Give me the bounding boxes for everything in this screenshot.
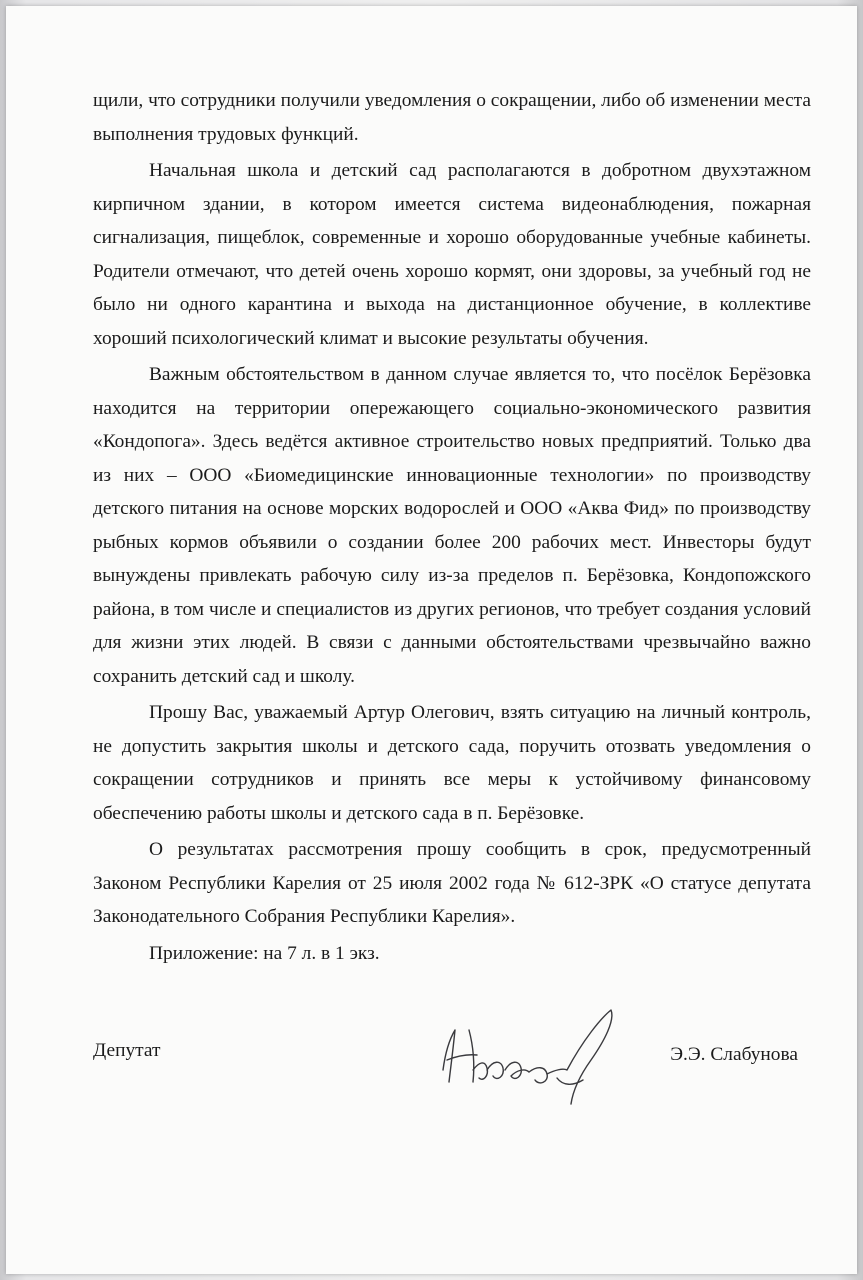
signer-position: Депутат bbox=[93, 1040, 161, 1061]
paragraph-attachment: Приложение: на 7 л. в 1 экз. bbox=[149, 942, 380, 964]
paragraph-deadline: О результатах рассмотрения прошу сообщить в срок, предусмотренный Законом Республики Карелия от 25 июля 2002 года № 612-ЗРК «О статусе депутата Законодательного Собрания Республики Карелия». bbox=[93, 839, 811, 927]
signer-name: Э.Э. Слабунова bbox=[670, 1044, 798, 1065]
paragraph-school-building: Начальная школа и детский сад располагаются в добротном двухэтажном кирпичном здании, в котором имеется система видеонаблюдения, пожарная сигнализация, пищеблок, современные и хорошо оборудованные учебные кабинеты. Родители отмечают, что детей очень хорошо кормят, они здоровы, за учебный год не было ни одного карантина и выхода на дистанционное обучение, в коллективе хороший психологический климат и высокие результаты обучения. bbox=[93, 160, 811, 349]
handwritten-signature bbox=[433, 1000, 633, 1110]
paragraph-development-zone: Важным обстоятельством в данном случае является то, что посёлок Берёзовка находится на территории опережающего социально-экономического развития «Кондопога». Здесь ведётся активное строительство новых предприятий. Только два из них – ООО «Биомедицинские инновационные технологии» по производству детского питания на основе морских водорослей и ООО «Аква Фид» по производству рыбных кормов объявили о создании более 200 рабочих мест. Инвесторы будут вынуждены привлекать рабочую силу из-за пределов п. Берёзовка, Кондопожского района, в том числе и специалистов из других регионов, что требует создания условий для жизни этих людей. В связи с данными обстоятельствами чрезвычайно важно сохранить детский сад и школу. bbox=[93, 364, 811, 687]
signature-block bbox=[93, 1028, 798, 1108]
letter-body bbox=[93, 84, 811, 970]
paragraph-continuation: щили, что сотрудники получили уведомления о сокращении, либо об изменении места выполнения трудовых функций. bbox=[93, 90, 811, 145]
paragraph-request: Прошу Вас, уважаемый Артур Олегович, взять ситуацию на личный контроль, не допустить закрытия школы и детского сада, поручить отозвать уведомления о сокращении сотрудников и принять все меры к устойчивому финансовому обеспечению работы школы и детского сада в п. Берёзовке. bbox=[93, 702, 811, 824]
